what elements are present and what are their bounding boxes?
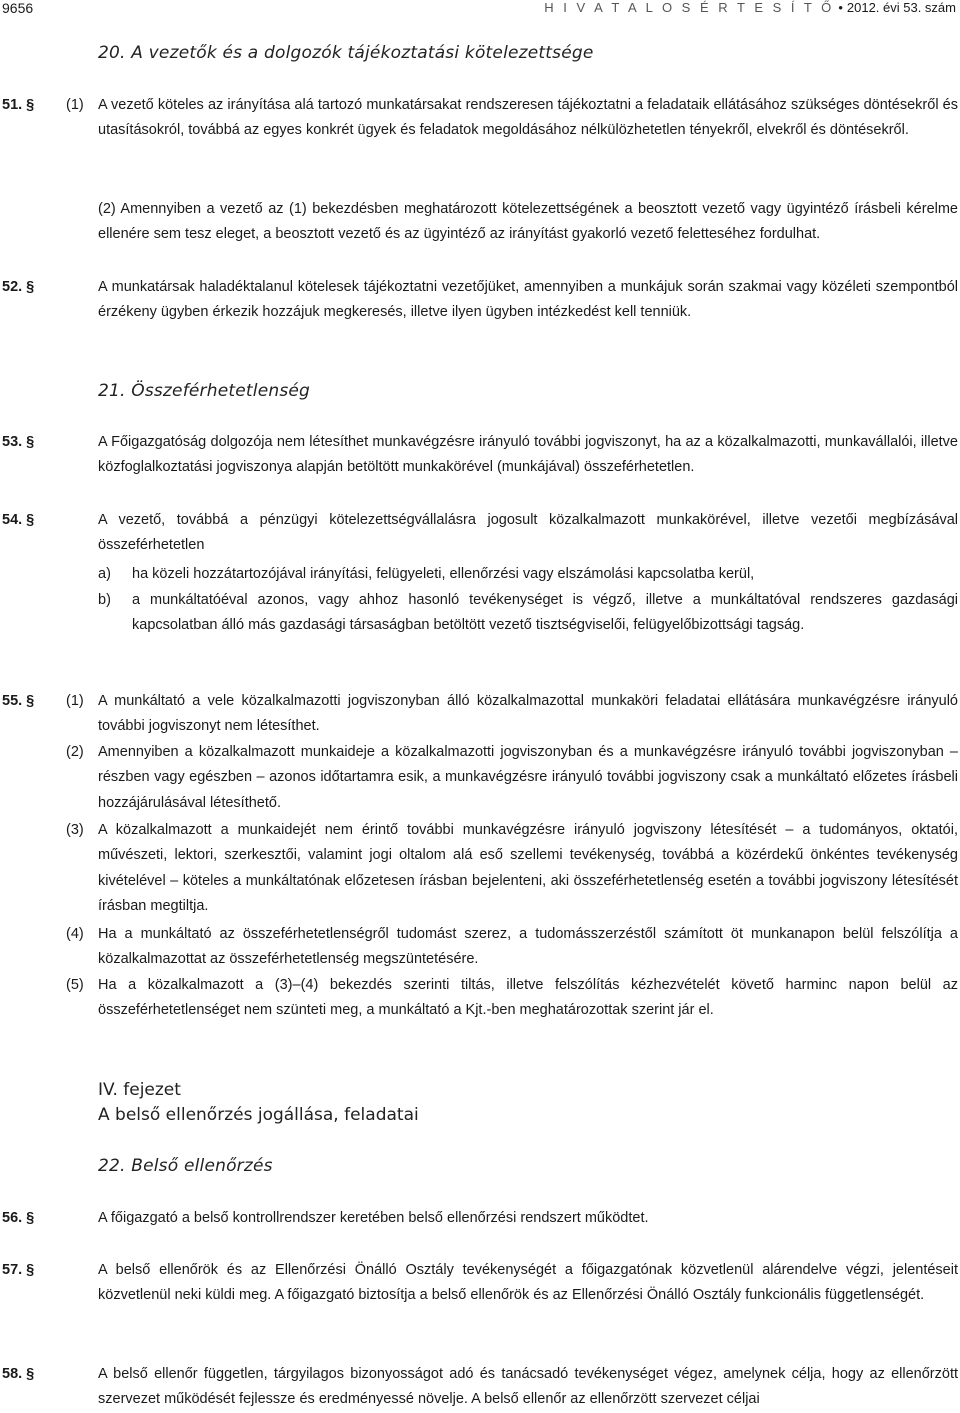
para-54-a-label: a) (98, 566, 111, 582)
para-53-text: A Főigazgatóság dolgozója nem létesíthet munkavégzésre irányuló további jogviszonyt, ha az a közalkalmazotti, munkavállalói, illetve közfoglalkoztatási jogviszonya alapján betöltött munkakörével (munkájával) összeférhetetlen. (98, 434, 958, 476)
header-bullet: • (838, 0, 843, 15)
section-21-title: 21. Összeférhetetlenség (98, 381, 311, 401)
para-52-number: 52. § (2, 279, 35, 295)
para-55-3-label: (3) (66, 822, 84, 838)
para-55-5-text: Ha a közalkalmazott a (3)–(4) bekezdés szerinti tiltás, illetve felszólítás kézhezvételét követő harminc napon belül az összeférhetetlenséget nem szünteti meg, a munkáltató a Kjt.-ben meghatározottak szerint jár el. (98, 977, 958, 1019)
para-55-2-label: (2) (66, 744, 84, 760)
chapter-number: IV. fejezet (98, 1080, 181, 1100)
para-58-text: A belső ellenőr független, tárgyilagos bizonyosságot adó és tanácsadó tevékenységet végez, amelynek célja, hogy az ellenőrzött szervezet működését fejlessze és eredményessé növelje. A belső ellenőr az ellenőrzött szervezet céljai (98, 1366, 958, 1408)
section-22-title: 22. Belső ellenőrzés (98, 1156, 273, 1176)
para-51-1-text: A vezető köteles az irányítása alá tartozó munkatársakat rendszeresen tájékoztatni a feladataik ellátásához szükséges döntésekről és utasításokról, továbbá az egyes konkrét ügyek és feladatok megoldásához nélkülözhetetlen tényekről, elvekről és döntésekről. (98, 97, 958, 139)
issue-label: 2012. évi 53. szám (846, 0, 956, 15)
page-number: 9656 (2, 0, 34, 16)
para-55-5-label: (5) (66, 977, 84, 993)
para-56-text: A főigazgató a belső kontrollrendszer keretében belső ellenőrzési rendszert működtet. (98, 1210, 649, 1226)
para-55-3-text: A közalkalmazott a munkaidejét nem érintő további munkavégzésre irányuló jogviszony létesítését – a tudományos, oktatói, művészeti, lektori, szerkesztői, valamint jogi oltalom alá eső szellemi tevékenység, továbbá a közérdekű önkéntes tevékenység kivételével – köteles a munkáltatónak előzetesen írásban bejelenteni, aki összeférhetetlenség esetén a további jogviszony létesítését írásban megtiltja. (98, 822, 958, 914)
para-54-a-text: ha közeli hozzátartozójával irányítási, felügyeleti, ellenőrzési vagy elszámolási kapcsolatba kerül, (132, 566, 755, 582)
para-51-1-label: (1) (66, 97, 84, 113)
para-51-number: 51. § (2, 97, 35, 113)
para-55-4-text: Ha a munkáltató az összeférhetetlenségről tudomást szerez, a tudomásszerzéstől számított öt munkanapon belül felszólítja a közalkalmazottat az összeférhetetlenség megszüntetésére. (98, 926, 958, 968)
para-55-1-label: (1) (66, 693, 84, 709)
para-53-number: 53. § (2, 434, 35, 450)
para-51-2-text: (2) Amennyiben a vezető az (1) bekezdésben meghatározott kötelezettségének a beosztott vezető vagy ügyintéző írásbeli kérelme ellenére sem tesz eleget, a beosztott vezető és az ügyintéző az irányítást gyakorló vezető feletteséhez fordulhat. (98, 201, 958, 243)
journal-info (544, 0, 956, 15)
para-55-number: 55. § (2, 693, 35, 709)
chapter-title: A belső ellenőrzés jogállása, feladatai (98, 1105, 419, 1125)
para-52-text: A munkatársak haladéktalanul kötelesek tájékoztatni vezetőjüket, amennyiben a munkájuk során szakmai vagy közéleti szempontból érzékeny ügyben érkezik hozzájuk megkeresés, illetve ilyen ügyben intézkedést kell tenniük. (98, 279, 958, 321)
journal-title: H I V A T A L O S É R T E S Í T Ő (544, 0, 835, 15)
para-55-1-text: A munkáltató a vele közalkalmazotti jogviszonyban álló közalkalmazottal munkaköri feladatai ellátására munkavégzésre irányuló további jogviszonyt nem létesíthet. (98, 693, 958, 735)
para-54-b-label: b) (98, 592, 111, 608)
section-20-title: 20. A vezetők és a dolgozók tájékoztatási kötelezettsége (98, 43, 594, 63)
para-58-number: 58. § (2, 1366, 35, 1382)
para-57-number: 57. § (2, 1262, 35, 1278)
para-55-4-label: (4) (66, 926, 84, 942)
para-56-number: 56. § (2, 1210, 35, 1226)
para-54-text: A vezető, továbbá a pénzügyi kötelezettségvállalásra jogosult közalkalmazott munkakörével, illetve vezetői megbízásával összeférhetetlen (98, 512, 958, 554)
para-57-text: A belső ellenőrök és az Ellenőrzési Önálló Osztály tevékenységét a főigazgatónak közvetlenül alárendelve végzi, jelentéseit közvetlenül neki küldi meg. A főigazgató biztosítja a belső ellenőrök és az Ellenőrzési Önálló Osztály funkcionális függetlenségét. (98, 1262, 958, 1304)
page-header (0, 0, 960, 20)
para-54-b-text: a munkáltatóéval azonos, vagy ahhoz hasonló tevékenységet is végző, illetve a munkáltatóval rendszeres gazdasági kapcsolatban álló más gazdasági társaságban betöltött vezető tisztségviselői, felügyelőbizottsági tagság. (132, 592, 958, 634)
para-54-number: 54. § (2, 512, 35, 528)
para-55-2-text: Amennyiben a közalkalmazott munkaideje a közalkalmazotti jogviszonyban és a munkavégzésre irányuló további jogviszonyban – részben vagy egészben – azonos időtartamra esik, a munkavégzésre irányuló további jogviszony csak a munkáltató előzetes írásbeli hozzájárulásával létesíthető. (98, 744, 958, 811)
